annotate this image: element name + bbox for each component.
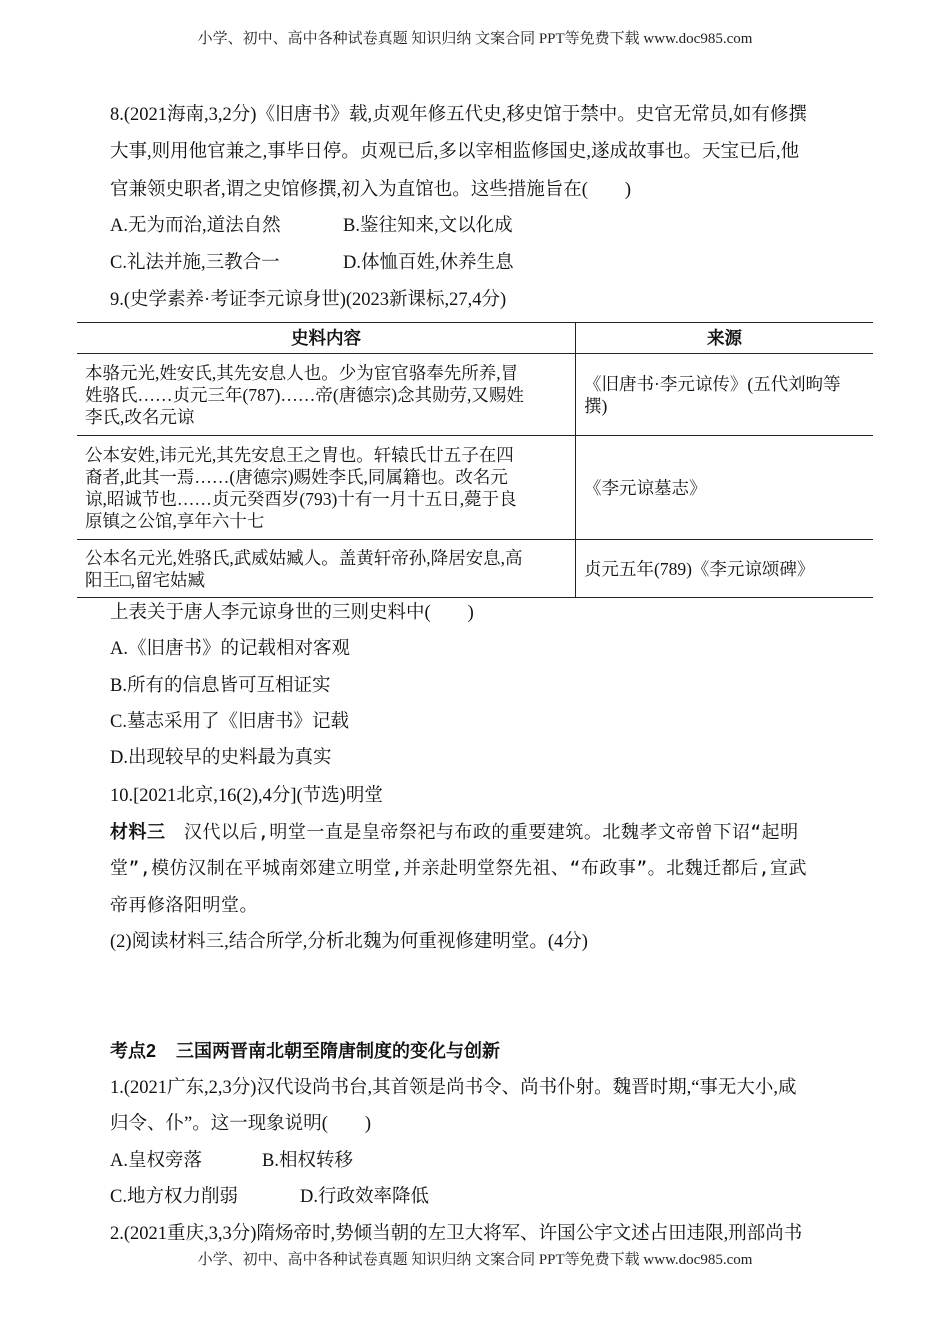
cell-line: 《旧唐书·李元谅传》(五代刘昫等: [584, 373, 841, 394]
table-cell-content: [77, 540, 576, 598]
q10-stem: 10.[2021北京,16(2),4分](节选)明堂: [110, 786, 383, 806]
cell-line: 《李元谅墓志》: [584, 477, 707, 498]
s2q1-option-d[interactable]: D.行政效率降低: [300, 1187, 429, 1207]
section-label: 考点2: [110, 1041, 157, 1061]
table-cell-content: [77, 354, 576, 436]
q8-option-a[interactable]: A.无为而治,道法自然: [110, 216, 281, 236]
table-cell-source: [576, 436, 874, 540]
q9-option-c[interactable]: C.墓志采用了《旧唐书》记载: [110, 712, 349, 732]
page-footer: 小学、初中、高中各种试卷真题 知识归纳 文案合同 PPT等免费下载 www.doc985.com: [197, 1252, 753, 1268]
q8-option-d[interactable]: D.体恤百姓,休养生息: [343, 253, 514, 273]
q9-question: 上表关于唐人李元谅身世的三则史料中( ): [110, 603, 474, 623]
table-header-row: [77, 323, 873, 354]
cell-line: 阳王□,留宅姑臧: [85, 569, 205, 590]
page-header: 小学、初中、高中各种试卷真题 知识归纳 文案合同 PPT等免费下载 www.doc985.com: [197, 31, 753, 47]
q8-option-c[interactable]: C.礼法并施,三教合一: [110, 253, 280, 273]
material-text: 汉代以后,明堂一直是皇帝祭祀与布政的重要建筑。北魏孝文帝曾下诏“起明: [165, 822, 799, 843]
q8-stem-line-2: 大事,则用他官兼之,事毕日停。贞观已后,多以宰相监修国史,遂成故事也。天宝已后,他: [110, 142, 800, 162]
cell-line: 贞元五年(789)《李元谅颂碑》: [584, 558, 815, 579]
s2q1-stem-line-1: 1.(2021广东,2,3分)汉代设尚书台,其首领是尚书令、尚书仆射。魏晋时期,“事无大小,咸: [110, 1078, 797, 1098]
cell-line: 公本名元光,姓骆氏,武威姑臧人。盖黄轩帝孙,降居安息,高: [85, 547, 523, 568]
table-row: [77, 540, 873, 598]
material-label: 材料三: [110, 822, 166, 842]
section-title: 三国两晋南北朝至隋唐制度的变化与创新: [176, 1041, 501, 1061]
q8-option-b[interactable]: B.鉴往知来,文以化成: [343, 216, 513, 236]
table-row: [77, 436, 873, 540]
s2q2-stem-line-1: 2.(2021重庆,3,3分)隋炀帝时,势倾当朝的左卫大将军、许国公宇文述占田违限,刑部尚书: [110, 1224, 803, 1244]
cell-line: 裔者,此其一焉……(唐德宗)赐姓李氏,同属籍也。改名元: [85, 466, 508, 487]
q9-option-b[interactable]: B.所有的信息皆可互相证实: [110, 676, 331, 696]
cell-line: 本骆元光,姓安氏,其先安息人也。少为宦官骆奉先所养,冒: [85, 362, 519, 383]
table-header-content: 史料内容: [77, 323, 576, 354]
q8-stem-line-1: 8.(2021海南,3,2分)《旧唐书》载,贞观年修五代史,移史馆于禁中。史官无常员,如有修撰: [110, 105, 807, 125]
table-row: [77, 354, 873, 436]
s2q1-option-c[interactable]: C.地方权力削弱: [110, 1187, 238, 1207]
cell-line: 撰): [584, 395, 608, 416]
q9-option-a[interactable]: A.《旧唐书》的记载相对客观: [110, 639, 350, 659]
q9-option-d[interactable]: D.出现较早的史料最为真实: [110, 748, 332, 768]
table-cell-source: [576, 354, 874, 436]
table-header-source: 来源: [576, 323, 874, 354]
cell-line: 李氏,改名元谅: [85, 406, 195, 427]
q10-material-line-3: 帝再修洛阳明堂。: [110, 895, 258, 916]
q10-sub-question: (2)阅读材料三,结合所学,分析北魏为何重视修建明堂。(4分): [110, 932, 588, 952]
cell-line: 原镇之公馆,享年六十七: [85, 510, 265, 531]
s2q1-option-a[interactable]: A.皇权旁落: [110, 1151, 202, 1171]
s2q1-option-b[interactable]: B.相权转移: [262, 1151, 353, 1171]
cell-line: 谅,昭诚节也……贞元癸酉岁(793)十有一月十五日,薨于良: [85, 488, 517, 509]
s2q1-stem-line-2: 归令、仆”。这一现象说明( ): [110, 1114, 372, 1134]
table-cell-source: [576, 540, 874, 598]
q10-material-line-1: [110, 820, 799, 845]
q8-stem-line-3: 官兼领史职者,谓之史馆修撰,初入为直馆也。这些措施旨在( ): [110, 180, 632, 200]
section-heading: [110, 1039, 500, 1063]
source-table: [77, 322, 873, 598]
q9-stem: 9.(史学素养·考证李元谅身世)(2023新课标,27,4分): [110, 290, 507, 310]
cell-line: 公本安姓,讳元光,其先安息王之胄也。轩辕氏廿五子在四: [85, 444, 514, 465]
q10-material-line-2: 堂”,模仿汉制在平城南郊建立明堂,并亲赴明堂祭先祖、“布政事”。北魏迁都后,宣武: [110, 858, 808, 879]
cell-line: 姓骆氏……贞元三年(787)……帝(唐德宗)念其勋劳,又赐姓: [85, 384, 524, 405]
table-cell-content: [77, 436, 576, 540]
